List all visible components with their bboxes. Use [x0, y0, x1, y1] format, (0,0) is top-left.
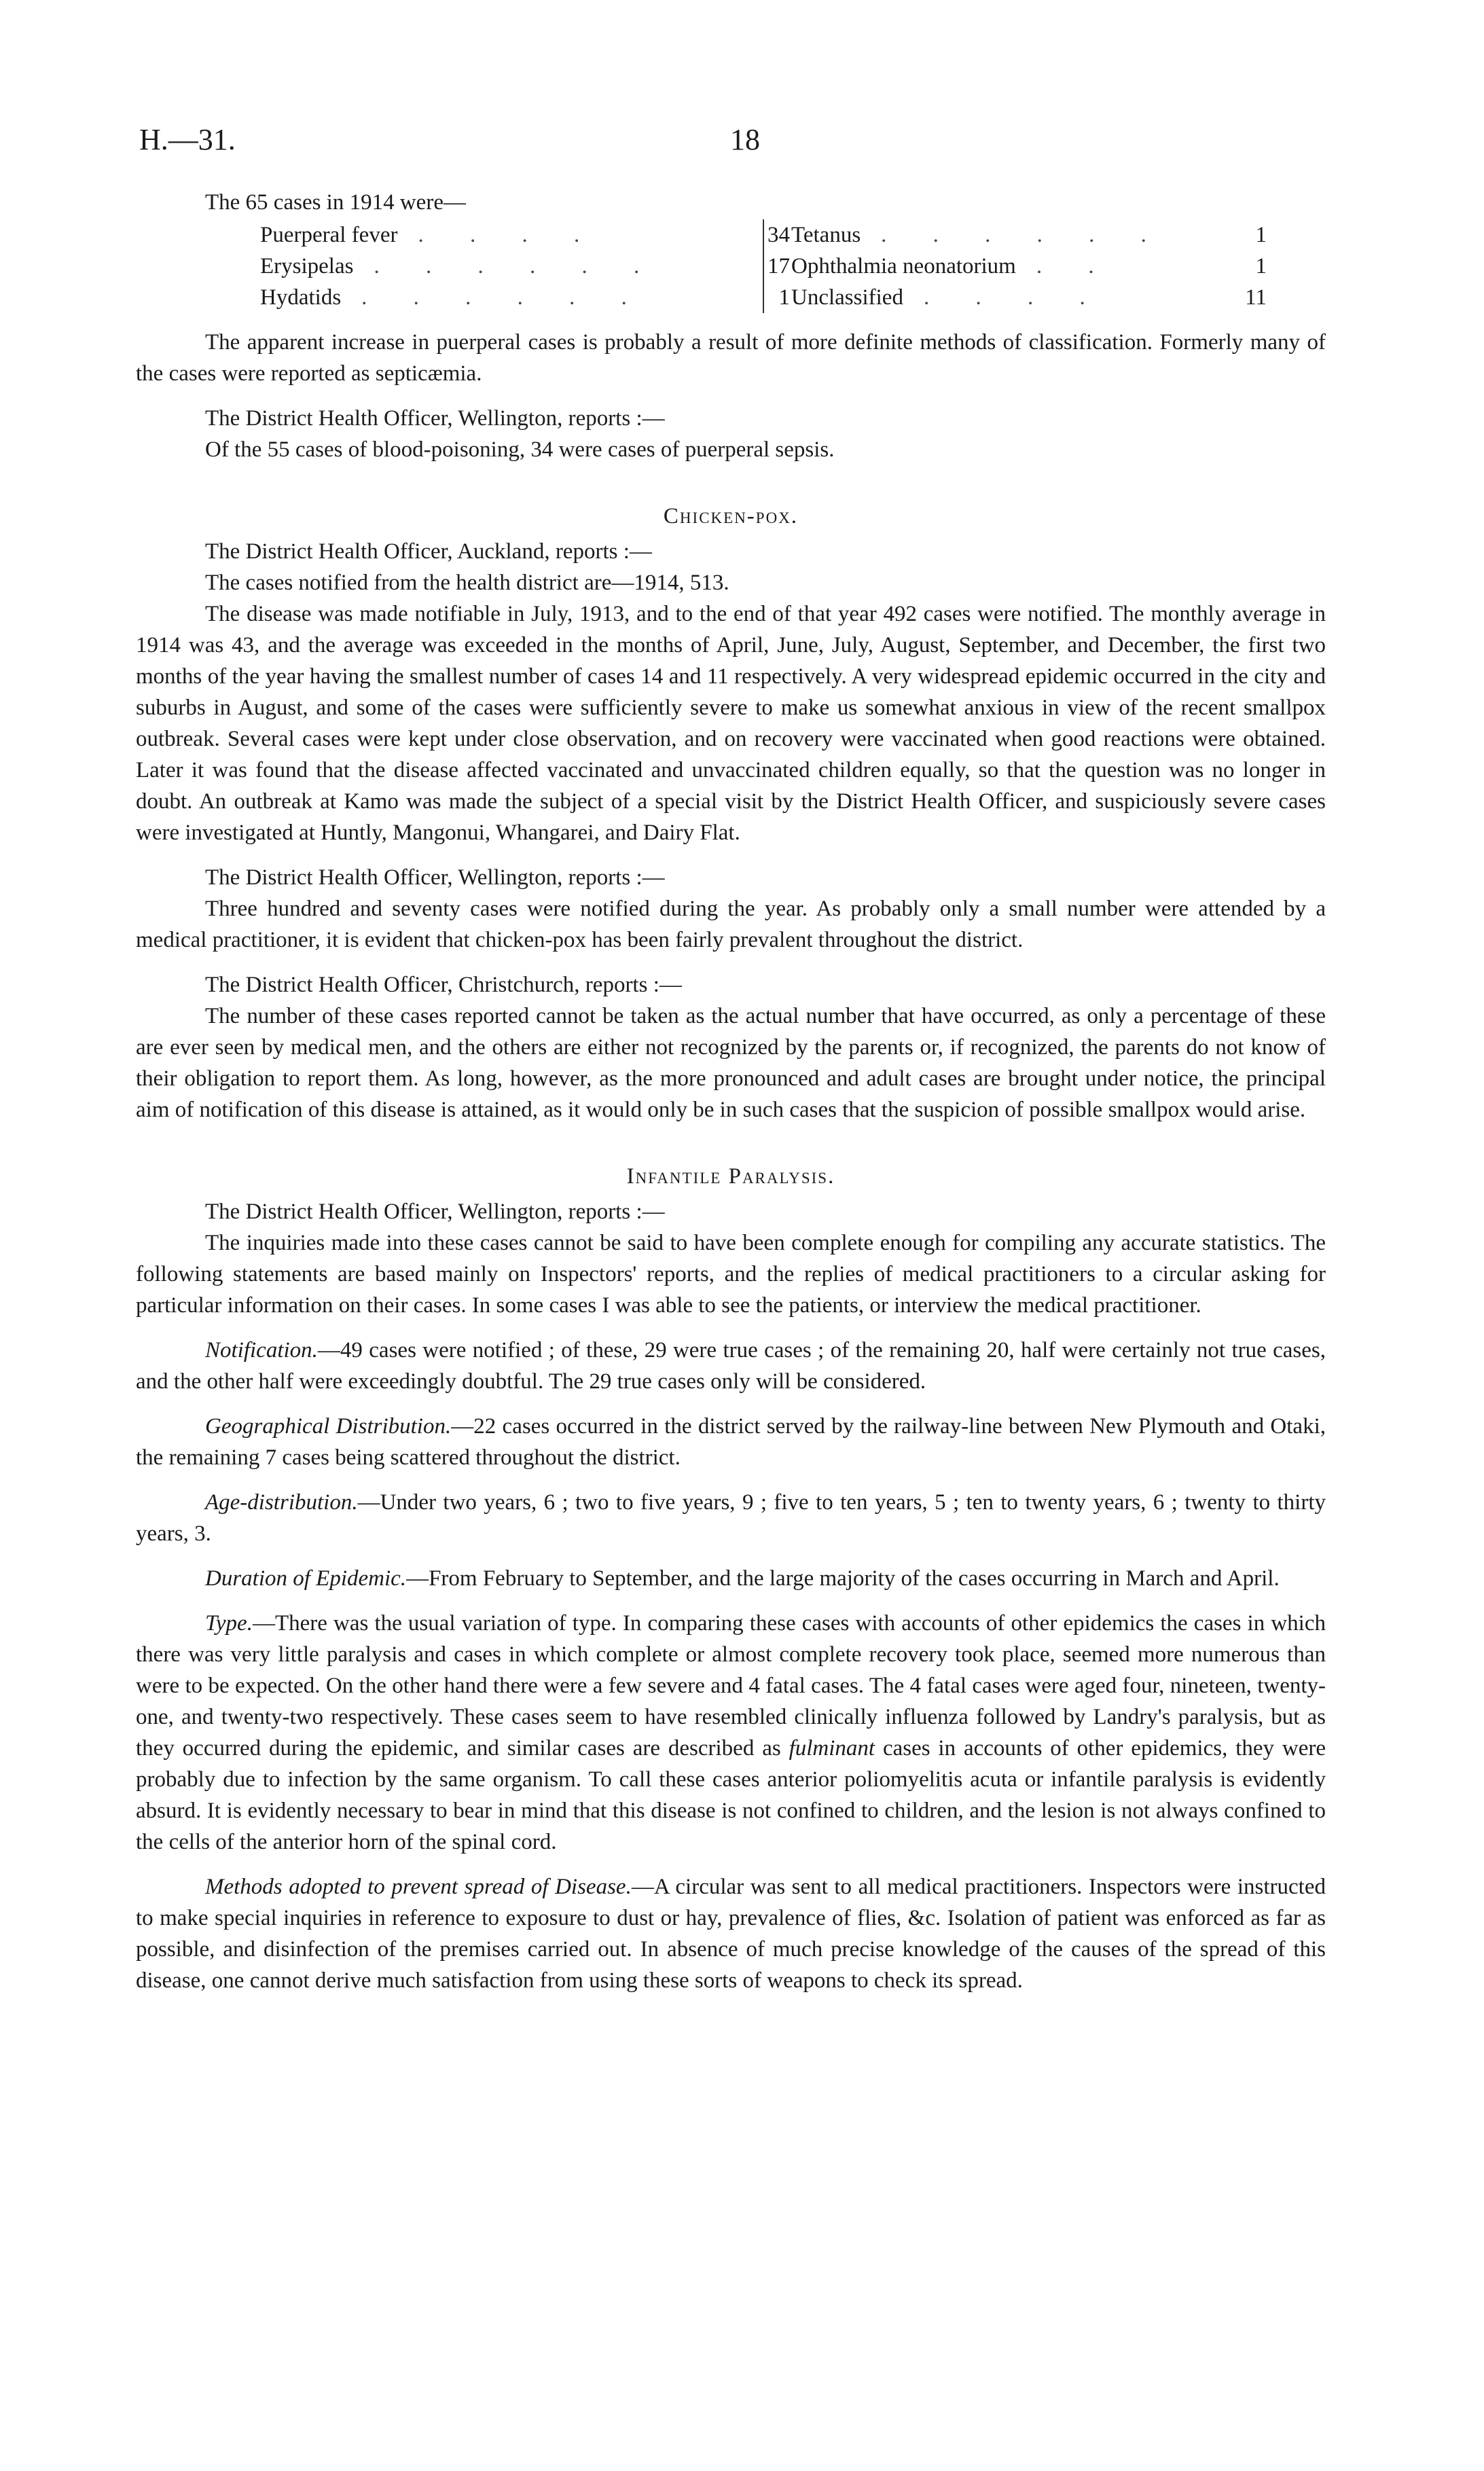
- cases-table: [260, 219, 1326, 313]
- document-body: [136, 187, 1326, 1996]
- italic-term: fulminant: [789, 1736, 875, 1761]
- paragraph-text: —49 cases were notified ; of these, 29 were true cases ; of the remaining 20, half were certainly not true cases, and the other half were exceedingly doubtful. The 29 true cases only will be considered.: [136, 1338, 1326, 1394]
- run-in-heading: Geographical Distribution.: [205, 1414, 452, 1439]
- case-name: Erysipelas: [260, 254, 354, 278]
- paragraph-text: —Under two years, 6 ; two to five years, 9 ; five to ten years, 5 ; ten to twenty years, 6 ; twenty to thirty years, 3.: [136, 1490, 1326, 1546]
- case-row: [260, 251, 790, 282]
- paragraph-methods: [136, 1871, 1326, 1996]
- leader-dots: . . . . . .: [374, 254, 660, 278]
- case-name: Tetanus: [791, 223, 861, 247]
- case-row: [260, 282, 790, 313]
- cases-column-right: [763, 219, 1267, 313]
- case-count: 17: [767, 254, 790, 278]
- report-intro: The District Health Officer, Wellington, reports :—: [205, 865, 665, 890]
- report-code: H.—31.: [139, 123, 236, 156]
- paragraph: The inquiries made into these cases cannot be said to have been complete enough for compiling any accurate statistics. The following statements are based mainly on Inspectors' reports, and the replies of medical practitioners to a circular asking for particular information on their cases. In some cases I was able to see the patients, or interview the medical practitioner.: [136, 1231, 1326, 1318]
- case-count: 1: [1255, 223, 1267, 247]
- page-number: 18: [730, 123, 760, 156]
- paragraph: Of the 55 cases of blood-poisoning, 34 were cases of puerperal sepsis.: [205, 437, 835, 462]
- report-intro: The District Health Officer, Auckland, reports :—: [205, 539, 652, 564]
- paragraph: The apparent increase in puerperal cases is probably a result of more definite methods of classification. Formerly many of the cases were reported as septicæmia.: [136, 330, 1326, 386]
- case-row: [791, 282, 1267, 313]
- paragraph-age: [136, 1487, 1326, 1549]
- report-intro: The District Health Officer, Wellington, reports :—: [205, 1200, 665, 1224]
- case-name: Hydatids: [260, 285, 342, 310]
- paragraph-text: —There was the usual variation of type. In comparing these cases with accounts of other epidemics the cases in which there was very little paralysis and cases in which complete or almost complete recovery took place, seemed more numerous than were to be expected. On the other hand there were a few severe and 4 fatal cases. The 4 fatal cases were aged four, nineteen, twenty-one, and twenty-two respectively. These cases seem to have resembled clinically influenza followed by Landry's paralysis, but as they occurred during the epidemic, and similar cases are described as: [136, 1611, 1326, 1761]
- case-count: 1: [778, 285, 790, 310]
- paragraph-geographical: [136, 1411, 1326, 1473]
- paragraph: The disease was made notifiable in July, 1913, and to the end of that year 492 cases were notified. The monthly average in 1914 was 43, and the average was exceeded in the months of April, June, July, August, September, and December, the first two months of the year having the smallest number of cases 14 and 11 respectively. A very widespread epidemic occurred in the city and suburbs in August, and some of the cases were sufficiently severe to make us somewhat anxious in view of the recent smallpox outbreak. Several cases were kept under close observation, and on recovery were vaccinated when good reactions were obtained. Later it was found that the disease affected vaccinated and unvaccinated children equally, so that the question was no longer in doubt. An outbreak at Kamo was made the subject of a special visit by the District Health Officer, and suspiciously severe cases were investigated at Huntly, Mangonui, Whangarei, and Dairy Flat.: [136, 602, 1326, 845]
- section-heading-infantile-paralysis: Infantile Paralysis.: [626, 1164, 835, 1189]
- paragraph-duration: [136, 1563, 1326, 1594]
- run-in-heading: Duration of Epidemic.: [205, 1566, 407, 1591]
- run-in-heading: Age-distribution.: [205, 1490, 358, 1515]
- run-in-heading: Notification.: [205, 1338, 318, 1363]
- case-row: [791, 251, 1267, 282]
- paragraph: Three hundred and seventy cases were notified during the year. As probably only a small number were attended by a medical practitioner, it is evident that chicken-pox has been fairly prevalent throughout the district.: [136, 897, 1326, 952]
- paragraph: The number of these cases reported cannot be taken as the actual number that have occurred, as only a percentage of these are ever seen by medical men, and the others are either not recognized by the parents or, if recognized, the parents do not know of their obligation to report them. As long, however, as the more pronounced and adult cases are brought under notice, the principal aim of notification of this disease is attained, as it would only be in such cases that the suspicion of possible smallpox would arise.: [136, 1004, 1326, 1122]
- paragraph-text: —22 cases occurred in the district served by the railway-line between New Plymouth and Otaki, the remaining 7 cases being scattered throughout the district.: [136, 1414, 1326, 1470]
- case-row: [260, 219, 790, 251]
- report-intro: The District Health Officer, Christchurch, reports :—: [205, 973, 682, 997]
- section-heading-chickenpox: Chicken-pox.: [663, 504, 799, 528]
- case-count: 11: [1245, 285, 1267, 310]
- case-name: Ophthalmia neonatorium: [791, 254, 1016, 278]
- cases-column-left: [260, 219, 790, 313]
- leader-dots: . . . .: [923, 285, 1106, 310]
- paragraph-text: cases in accounts of other epidemics, they were probably due to infection by the same organism. To call these cases anterior poliomyelitis acuta or infantile paralysis is evidently absurd. It is evidently necessary to bear in mind that this disease is not confined to children, and the lesion is not always confined to the cells of the anterior horn of the spinal cord.: [136, 1736, 1326, 1854]
- case-row: [791, 219, 1267, 251]
- report-intro: The District Health Officer, Wellington, reports :—: [205, 406, 665, 431]
- paragraph: The cases notified from the health district are—1914, 513.: [205, 571, 729, 595]
- case-count: 1: [1255, 254, 1267, 278]
- paragraph-text: —A circular was sent to all medical practitioners. Inspectors were instructed to make special inquiries in reference to exposure to dust or hay, prevalence of flies, &c. Isolation of patient was enforced as far as possible, and disinfection of the premises carried out. In absence of much precise knowledge of the causes of the spread of this disease, one cannot derive much satisfaction from using these sorts of weapons to check its spread.: [136, 1875, 1326, 1993]
- leader-dots: . . . . . .: [361, 285, 647, 310]
- cases-intro: The 65 cases in 1914 were—: [205, 190, 466, 215]
- case-name: Unclassified: [791, 285, 903, 310]
- case-count: 34: [767, 223, 790, 247]
- run-in-heading: Type.: [205, 1611, 253, 1636]
- paragraph-type: [136, 1608, 1326, 1858]
- leader-dots: . .: [1036, 254, 1115, 278]
- leader-dots: . . . . . .: [881, 223, 1167, 247]
- paragraph-notification: [136, 1335, 1326, 1397]
- paragraph-text: —From February to September, and the large majority of the cases occurring in March and April.: [406, 1566, 1280, 1591]
- leader-dots: . . . .: [418, 223, 600, 247]
- case-name: Puerperal fever: [260, 223, 398, 247]
- run-in-heading: Methods adopted to prevent spread of Disease.: [205, 1875, 632, 1899]
